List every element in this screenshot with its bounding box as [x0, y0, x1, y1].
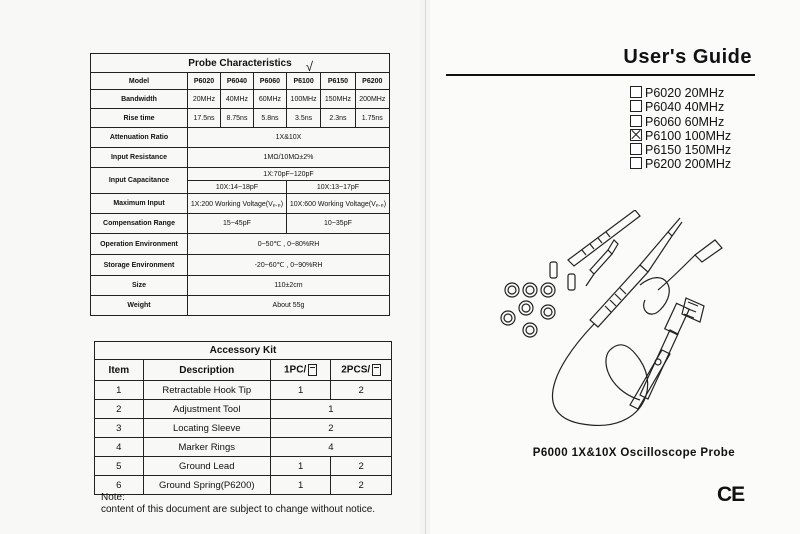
max-input-b: 10X:600 Working Voltage(Vₚ.ₚ)	[286, 194, 389, 214]
input-capacitance-10x-b: 10X:13~17pF	[286, 181, 389, 194]
input-capacitance-10x-a: 10X:14~18pF	[188, 181, 287, 194]
row-label-attenuation: Attenuation Ratio	[91, 128, 188, 148]
model-cell: P6040	[220, 73, 253, 90]
row-label-rise-time: Rise time	[91, 109, 188, 128]
list-item	[630, 86, 731, 100]
title-rule	[446, 74, 755, 76]
row-label-input-capacitance: Input Capacitance	[91, 168, 188, 194]
probe-body-icon	[590, 218, 682, 327]
guide-title: User's Guide	[623, 46, 752, 68]
checkbox-icon	[630, 86, 642, 98]
header-two-pcs	[331, 360, 392, 381]
item-qty-1pc: 1	[270, 457, 331, 476]
item-description: Marker Rings	[143, 438, 270, 457]
checkbox-icon	[630, 100, 642, 112]
model-cell: P6020	[188, 73, 221, 90]
item-description: Adjustment Tool	[143, 400, 270, 419]
operation-env-value: 0~50℃ , 0~80%RH	[188, 234, 390, 255]
table-row	[95, 419, 392, 438]
row-label-operation-env: Operation Environment	[91, 234, 188, 255]
list-item	[630, 157, 731, 171]
input-capacitance-1x: 1X:70pF~120pF	[188, 168, 390, 181]
rise-time-cell: 5.8ns	[253, 109, 286, 128]
compensation-a: 15~45pF	[188, 214, 287, 234]
bandwidth-cell: 40MHz	[220, 90, 253, 109]
marker-rings-icon	[501, 283, 555, 337]
model-cell: P6200	[355, 73, 389, 90]
item-qty-1pc: 1	[270, 381, 331, 400]
bandwidth-cell: 20MHz	[188, 90, 221, 109]
probe-cable-icon	[552, 324, 647, 425]
checkbox-icon	[630, 143, 642, 155]
bandwidth-cell: 60MHz	[253, 90, 286, 109]
checkbox-icon	[630, 115, 642, 127]
item-qty-2pcs: 2	[331, 476, 392, 495]
product-title: P6000 1X&10X Oscilloscope Probe	[532, 447, 735, 459]
item-qty: 4	[270, 438, 391, 457]
oscilloscope-probe-illustration	[490, 210, 730, 435]
item-description: Ground Spring(P6200)	[143, 476, 270, 495]
selected-check-mark: √	[305, 59, 314, 74]
header-one-pc-label: 1PC/	[283, 364, 307, 376]
bnc-connector-icon	[640, 298, 704, 399]
row-label-bandwidth: Bandwidth	[91, 90, 188, 109]
bandwidth-cell: 150MHz	[321, 90, 355, 109]
item-qty: 1	[270, 400, 391, 419]
table-title: Probe Characteristics	[91, 54, 390, 73]
attenuation-value: 1X&10X	[188, 128, 390, 148]
rise-time-cell: 17.5ns	[188, 109, 221, 128]
bandwidth-cell: 100MHz	[286, 90, 320, 109]
list-item	[630, 115, 731, 129]
item-qty-1pc: 1	[270, 476, 331, 495]
checked-checkbox-icon	[630, 129, 642, 141]
ce-mark-logo: CE	[717, 483, 745, 506]
row-label-storage-env: Storage Environment	[91, 255, 188, 276]
model-option-label: P6040 40MHz	[645, 100, 725, 115]
rise-time-cell: 1.75ns	[355, 109, 389, 128]
table-row	[95, 400, 392, 419]
table-row	[95, 381, 392, 400]
item-number: 3	[95, 419, 144, 438]
model-option-label: P6100 100MHz	[645, 128, 732, 143]
item-description: Ground Lead	[143, 457, 270, 476]
note-label: Note:	[101, 492, 125, 503]
rise-time-cell: 2.3ns	[321, 109, 355, 128]
row-label-compensation: Compensation Range	[91, 214, 188, 234]
item-number: 6	[95, 476, 144, 495]
item-description: Retractable Hook Tip	[143, 381, 270, 400]
probe-characteristics-table	[90, 53, 390, 316]
adjustment-tool-icon	[568, 210, 640, 266]
model-label: P6100	[293, 77, 314, 85]
max-input-a: 1X:200 Working Voltage(Vₚ.ₚ)	[188, 194, 287, 214]
header-two-pcs-label: 2PCS/	[341, 364, 371, 376]
quantity-box-icon	[372, 364, 381, 376]
compensation-box-icon	[630, 350, 670, 409]
compensation-b: 10~35pF	[286, 214, 389, 234]
input-resistance-value: 1MΩ/10MΩ±2%	[188, 148, 390, 168]
model-option-label: P6020 20MHz	[645, 86, 725, 100]
header-item: Item	[95, 360, 144, 381]
note	[101, 492, 375, 516]
row-label-max-input: Maximum Input	[91, 194, 188, 214]
table-row	[95, 457, 392, 476]
rise-time-cell: 3.5ns	[286, 109, 320, 128]
size-value: 110±2cm	[188, 276, 390, 296]
weight-value: About 55g	[188, 296, 390, 316]
storage-env-value: -20~60℃ , 0~90%RH	[188, 255, 390, 276]
checkbox-icon	[630, 157, 642, 169]
bandwidth-cell: 200MHz	[355, 90, 389, 109]
hook-tip-icon	[586, 240, 618, 286]
item-qty-2pcs: 2	[331, 381, 392, 400]
note-text: content of this document are subject to change without notice.	[101, 504, 376, 515]
row-label-model: Model	[91, 73, 188, 90]
model-cell-selected	[286, 59, 320, 90]
item-number: 5	[95, 457, 144, 476]
header-description: Description	[143, 360, 270, 381]
item-number: 2	[95, 400, 144, 419]
model-checklist	[630, 86, 731, 172]
quantity-box-icon	[308, 364, 317, 376]
accessory-kit-table	[94, 341, 392, 495]
row-label-size: Size	[91, 276, 188, 296]
model-option-label: P6060 60MHz	[645, 114, 725, 129]
item-number: 1	[95, 381, 144, 400]
model-option-label: P6150 150MHz	[645, 143, 732, 158]
row-label-weight: Weight	[91, 296, 188, 316]
list-item	[630, 129, 731, 143]
header-one-pc	[270, 360, 331, 381]
model-cell: P6150	[321, 73, 355, 90]
model-cell: P6060	[253, 73, 286, 90]
item-number: 4	[95, 438, 144, 457]
item-qty: 2	[270, 419, 391, 438]
item-description: Locating Sleeve	[143, 419, 270, 438]
list-item	[630, 143, 731, 157]
rise-time-cell: 8.75ns	[220, 109, 253, 128]
accessory-kit-title: Accessory Kit	[95, 342, 392, 360]
row-label-input-resistance: Input Resistance	[91, 148, 188, 168]
item-qty-2pcs: 2	[331, 457, 392, 476]
list-item	[630, 100, 731, 114]
model-option-label: P6200 200MHz	[645, 157, 732, 172]
